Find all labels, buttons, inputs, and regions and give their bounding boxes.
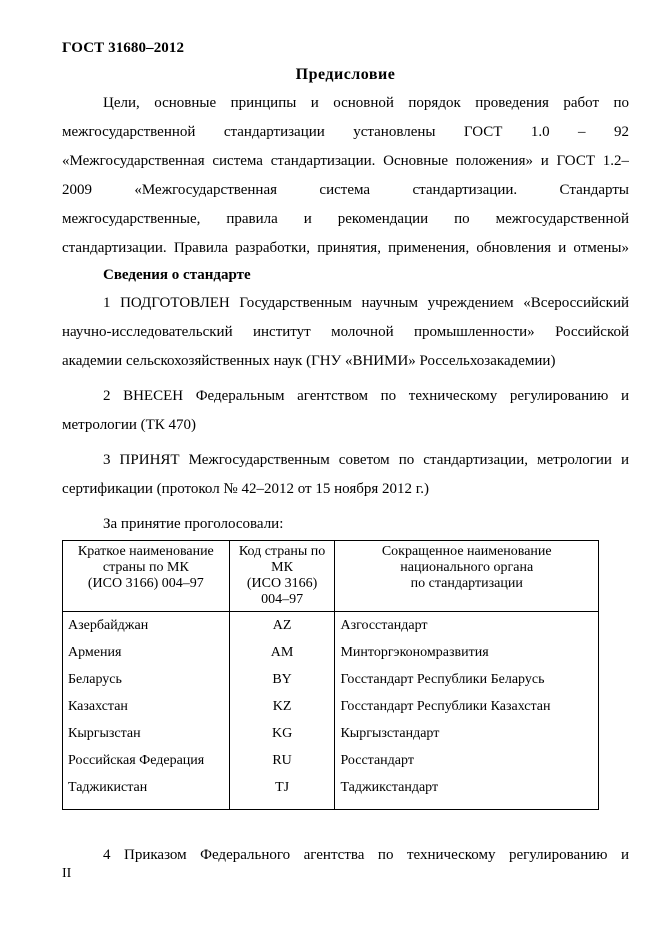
intro-line: Цели, основные принципы и основной порядок проведения работ по <box>103 95 629 111</box>
cell-code: BY <box>229 669 335 696</box>
voting-table <box>62 540 599 810</box>
header-national-body: Сокращенное наименование национального органа по стандартизации <box>335 541 599 612</box>
document-header: ГОСТ 31680–2012 <box>62 40 185 56</box>
cell-country: Российская Федерация <box>63 750 230 777</box>
cell-code: KG <box>229 723 335 750</box>
cell-national-body: Госстандарт Республики Казахстан <box>335 696 599 723</box>
table-row <box>63 669 599 696</box>
table-row <box>63 723 599 750</box>
table-row <box>63 612 599 642</box>
cell-country: Кыргызстан <box>63 723 230 750</box>
cell-national-body: Азгосстандарт <box>335 612 599 642</box>
item1-line: 1 ПОДГОТОВЛЕН Государственным научным учреждением «Всероссийский <box>103 295 629 311</box>
intro-line: межгосударственные, правила и рекомендации по межгосударственной <box>62 211 629 227</box>
intro-line: стандартизации. Правила разработки, принятия, применения, обновления и отмены» <box>62 240 629 256</box>
intro-line: межгосударственной стандартизации установлены ГОСТ 1.0 – 92 <box>62 124 629 140</box>
cell-country: Казахстан <box>63 696 230 723</box>
table-row <box>63 696 599 723</box>
table-row <box>63 777 599 810</box>
cell-code: AZ <box>229 612 335 642</box>
section-title: Предисловие <box>295 66 396 83</box>
cell-national-body: Кыргызстандарт <box>335 723 599 750</box>
info-heading: Сведения о стандарте <box>103 267 251 283</box>
cell-country: Беларусь <box>63 669 230 696</box>
cell-code: KZ <box>229 696 335 723</box>
item1-line: академии сельскохозяйственных наук (ГНУ «ВНИМИ» Россельхозакадемии) <box>62 353 556 369</box>
cell-country: Армения <box>63 642 230 669</box>
intro-line: «Межгосударственная система стандартизации. Основные положения» и ГОСТ 1.2– <box>62 153 629 169</box>
cell-national-body: Госстандарт Республики Беларусь <box>335 669 599 696</box>
item4-line: 4 Приказом Федерального агентства по техническому регулированию и <box>103 847 629 863</box>
item2-line: 2 ВНЕСЕН Федеральным агентством по техническому регулированию и <box>103 388 629 404</box>
item3-line: сертификации (протокол № 42–2012 от 15 ноября 2012 г.) <box>62 481 429 497</box>
cell-country: Таджикистан <box>63 777 230 810</box>
cell-national-body: Росстандарт <box>335 750 599 777</box>
table-row <box>63 750 599 777</box>
table-header-row <box>63 541 599 612</box>
item3-line: 3 ПРИНЯТ Межгосударственным советом по стандартизации, метрологии и <box>103 452 629 468</box>
table-row <box>63 642 599 669</box>
intro-line: 2009 «Межгосударственная система стандартизации. Стандарты <box>62 182 629 198</box>
cell-code: AM <box>229 642 335 669</box>
vote-intro: За принятие проголосовали: <box>103 516 284 532</box>
cell-national-body: Минторгэкономразвития <box>335 642 599 669</box>
header-code: Код страны по МК (ИСО 3166) 004–97 <box>229 541 335 612</box>
cell-code: RU <box>229 750 335 777</box>
cell-national-body: Таджикстандарт <box>335 777 599 810</box>
cell-code: TJ <box>229 777 335 810</box>
item1-line: научно-исследовательский институт молочной промышленности» Российской <box>62 324 629 340</box>
page-number: II <box>62 866 72 881</box>
item2-line: метрологии (ТК 470) <box>62 417 197 433</box>
cell-country: Азербайджан <box>63 612 230 642</box>
header-country: Краткое наименование страны по МК (ИСО 3166) 004–97 <box>63 541 230 612</box>
